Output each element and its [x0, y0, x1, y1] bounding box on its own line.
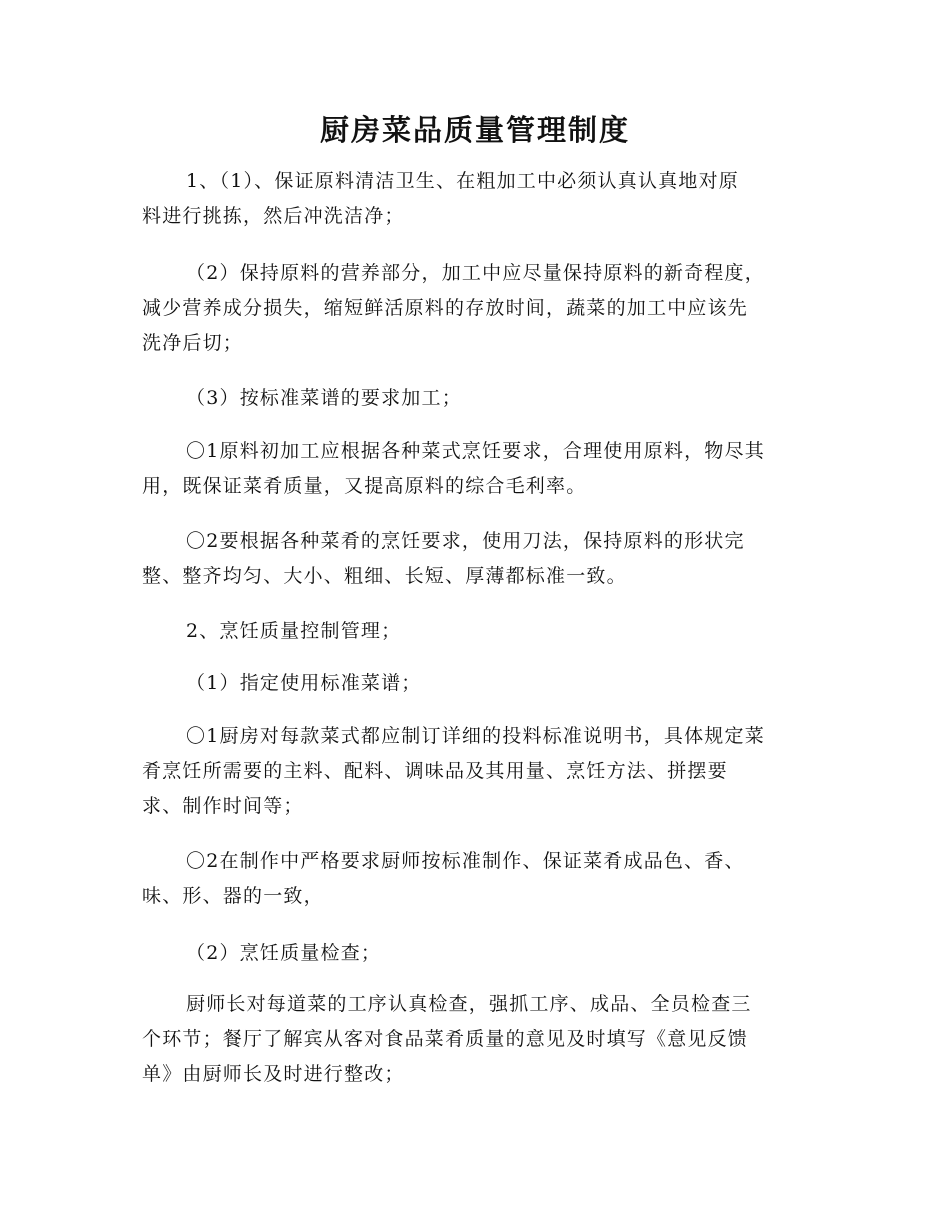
paragraph-line: （3）按标准菜谱的要求加工；: [186, 387, 462, 409]
paragraph-8: [142, 719, 810, 824]
paragraph-7: [142, 666, 810, 701]
paragraph-6: [142, 614, 810, 649]
paragraph-5: [142, 524, 810, 594]
paragraph-1: [142, 164, 810, 234]
paragraph-line: 〇1原料初加工应根据各种菜式烹饪要求，合理使用原料，物尽其: [186, 440, 765, 462]
paragraph-line: 单》由厨师长及时进行整改；: [142, 1063, 405, 1085]
paragraph-line: 2、烹饪质量控制管理；: [186, 620, 402, 642]
paragraph-line: 洗净后切；: [142, 332, 244, 354]
paragraph-4: [142, 434, 810, 504]
paragraph-11: [142, 987, 810, 1092]
paragraph-line: 料进行挑拣，然后冲洗洁净；: [142, 205, 405, 227]
paragraph-line: 求、制作时间等；: [142, 795, 304, 817]
paragraph-line: 厨师长对每道菜的工序认真检查，强抓工序、成品、全员检查三: [186, 993, 752, 1015]
paragraph-line: 用，既保证菜肴质量，又提高原料的综合毛利率。: [142, 475, 587, 497]
paragraph-9: [142, 844, 810, 914]
paragraph-2: [142, 256, 810, 361]
paragraph-3: [142, 381, 810, 416]
paragraph-line: （2）烹饪质量检查；: [186, 942, 382, 964]
paragraph-line: 1、（1）、保证原料清洁卫生、在粗加工中必须认真认真地对原: [186, 170, 739, 192]
paragraph-line: 〇2在制作中严格要求厨师按标准制作、保证菜肴成品色、香、: [186, 850, 745, 872]
paragraph-line: 味、形、器的一致，: [142, 885, 324, 907]
paragraph-line: 〇2要根据各种菜肴的烹饪要求，使用刀法，保持原料的形状完: [186, 530, 745, 552]
paragraph-line: 减少营养成分损失，缩短鲜活原料的存放时间，蔬菜的加工中应该先: [142, 297, 749, 319]
paragraph-line: 〇1厨房对每款菜式都应制订详细的投料标准说明书，具体规定菜: [186, 725, 765, 747]
paragraph-line: （2）保持原料的营养部分，加工中应尽量保持原料的新奇程度，: [186, 262, 765, 284]
paragraph-10: [142, 936, 810, 971]
paragraph-line: 整、整齐均匀、大小、粗细、长短、厚薄都标准一致。: [142, 565, 627, 587]
paragraph-line: 肴烹饪所需要的主料、配料、调味品及其用量、烹饪方法、拼摆要: [142, 760, 728, 782]
paragraph-line: （1）指定使用标准菜谱；: [186, 672, 422, 694]
document-title: 厨房菜品质量管理制度: [319, 113, 630, 147]
paragraph-line: 个环节；餐厅了解宾从客对食品菜肴质量的意见及时填写《意见反馈: [142, 1028, 749, 1050]
